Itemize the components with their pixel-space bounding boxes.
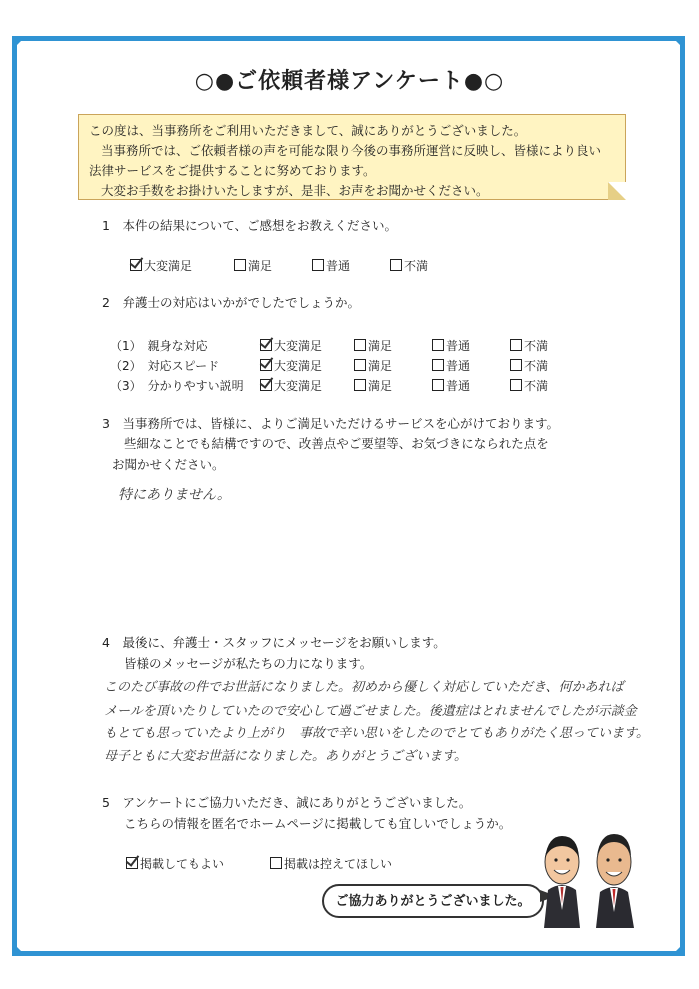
checkbox-icon[interactable] xyxy=(354,379,366,391)
checkbox-checked-icon[interactable] xyxy=(126,857,138,869)
q2-option[interactable]: 不満 xyxy=(510,377,548,394)
checkbox-checked-icon[interactable] xyxy=(260,379,272,391)
checkbox-icon[interactable] xyxy=(432,359,444,371)
q1-option[interactable]: 満足 xyxy=(234,257,272,274)
q2-option[interactable]: 普通 xyxy=(432,337,470,354)
q2-row-label: （2） 対応スピード xyxy=(110,359,220,373)
page-fold-icon xyxy=(608,182,626,200)
intro-line: 当事務所では、ご依頼者様の声を可能な限り今後の事務所運営に反映し、皆様により良い xyxy=(101,143,602,158)
checkbox-checked-icon[interactable] xyxy=(130,259,142,271)
corner-decoration xyxy=(671,942,685,956)
handwritten-answer: 母子ともに大変お世話になりました。ありがとうございます。 xyxy=(104,749,467,764)
checkbox-icon[interactable] xyxy=(432,339,444,351)
checkbox-icon[interactable] xyxy=(234,259,246,271)
thank-you-bubble: ご協力ありがとうございました。 xyxy=(322,884,544,918)
corner-decoration xyxy=(671,36,685,50)
q2-row-label: （3） 分かりやすい説明 xyxy=(110,379,244,393)
question-1: 1 本件の結果について、ご感想をお教えください。 xyxy=(102,218,397,233)
q1-option[interactable]: 普通 xyxy=(312,257,350,274)
checkbox-checked-icon[interactable] xyxy=(260,339,272,351)
checkbox-icon[interactable] xyxy=(354,359,366,371)
checkbox-icon[interactable] xyxy=(510,359,522,371)
q2-option[interactable]: 大変満足 xyxy=(260,357,322,374)
checkbox-icon[interactable] xyxy=(510,379,522,391)
q2-option[interactable]: 大変満足 xyxy=(260,337,322,354)
checkbox-icon[interactable] xyxy=(432,379,444,391)
eye xyxy=(554,858,557,861)
intro-line: 法律サービスをご提供することに努めております。 xyxy=(89,163,376,178)
q2-option[interactable]: 満足 xyxy=(354,337,392,354)
q2-row-label: （1） 親身な対応 xyxy=(110,339,208,353)
checkbox-icon[interactable] xyxy=(270,857,282,869)
q2-option[interactable]: 普通 xyxy=(432,357,470,374)
question-3-line: お聞かせください。 xyxy=(112,457,225,472)
q2-option[interactable]: 大変満足 xyxy=(260,377,322,394)
eye xyxy=(566,858,569,861)
question-4: 4 最後に、弁護士・スタッフにメッセージをお願いします。 xyxy=(102,635,446,650)
checkbox-icon[interactable] xyxy=(390,259,402,271)
q2-option[interactable]: 普通 xyxy=(432,377,470,394)
intro-note xyxy=(78,114,626,200)
q2-option[interactable]: 不満 xyxy=(510,357,548,374)
checkbox-icon[interactable] xyxy=(510,339,522,351)
q5-option[interactable]: 掲載してもよい xyxy=(126,855,224,872)
q1-option[interactable]: 不満 xyxy=(390,257,428,274)
corner-decoration xyxy=(12,942,26,956)
intro-line: 大変お手数をお掛けいたしますが、是非、お声をお聞かせください。 xyxy=(101,183,489,198)
q2-option[interactable]: 満足 xyxy=(354,377,392,394)
corner-decoration xyxy=(12,36,26,50)
q2-option[interactable]: 不満 xyxy=(510,337,548,354)
eye xyxy=(618,858,621,861)
question-3-line: 些細なことでも結構ですので、改善点やご要望等、お気づきになられた点を xyxy=(124,436,549,451)
question-2: 2 弁護士の対応はいかがでしたでしょうか。 xyxy=(102,295,360,310)
staff-illustration xyxy=(540,820,640,930)
handwritten-answer: もとても思っていたより上がり 事故で辛い思いをしたのでとてもありがたく思っています。 xyxy=(104,726,649,741)
question-4-line: 皆様のメッセージが私たちの力になります。 xyxy=(124,656,373,671)
handwritten-answer: このたび事故の件でお世話になりました。初めから優しく対応していただき、何かあれば xyxy=(104,680,624,695)
question-5: 5 アンケートにご協力いただき、誠にありがとうございました。 xyxy=(102,795,472,810)
checkbox-icon[interactable] xyxy=(312,259,324,271)
question-3: 3 当事務所では、皆様に、よりご満足いただけるサービスを心がけております。 xyxy=(102,416,559,431)
q5-option[interactable]: 掲載は控えてほしい xyxy=(270,855,392,872)
checkbox-icon[interactable] xyxy=(354,339,366,351)
page-title: ○●ご依頼者様アンケート●○ xyxy=(194,69,505,94)
handwritten-answer: メールを頂いたりしていたので安心して過ごせました。後遺症はとれませんでしたが示談金 xyxy=(104,704,637,719)
q2-option[interactable]: 満足 xyxy=(354,357,392,374)
eye xyxy=(606,858,609,861)
intro-line: この度は、当事務所をご利用いただきまして、誠にありがとうございました。 xyxy=(89,123,527,138)
q1-option[interactable]: 大変満足 xyxy=(130,257,192,274)
handwritten-answer: 特にありません。 xyxy=(118,487,231,503)
checkbox-checked-icon[interactable] xyxy=(260,359,272,371)
question-5-line: こちらの情報を匿名でホームページに掲載しても宜しいでしょうか。 xyxy=(124,816,512,831)
